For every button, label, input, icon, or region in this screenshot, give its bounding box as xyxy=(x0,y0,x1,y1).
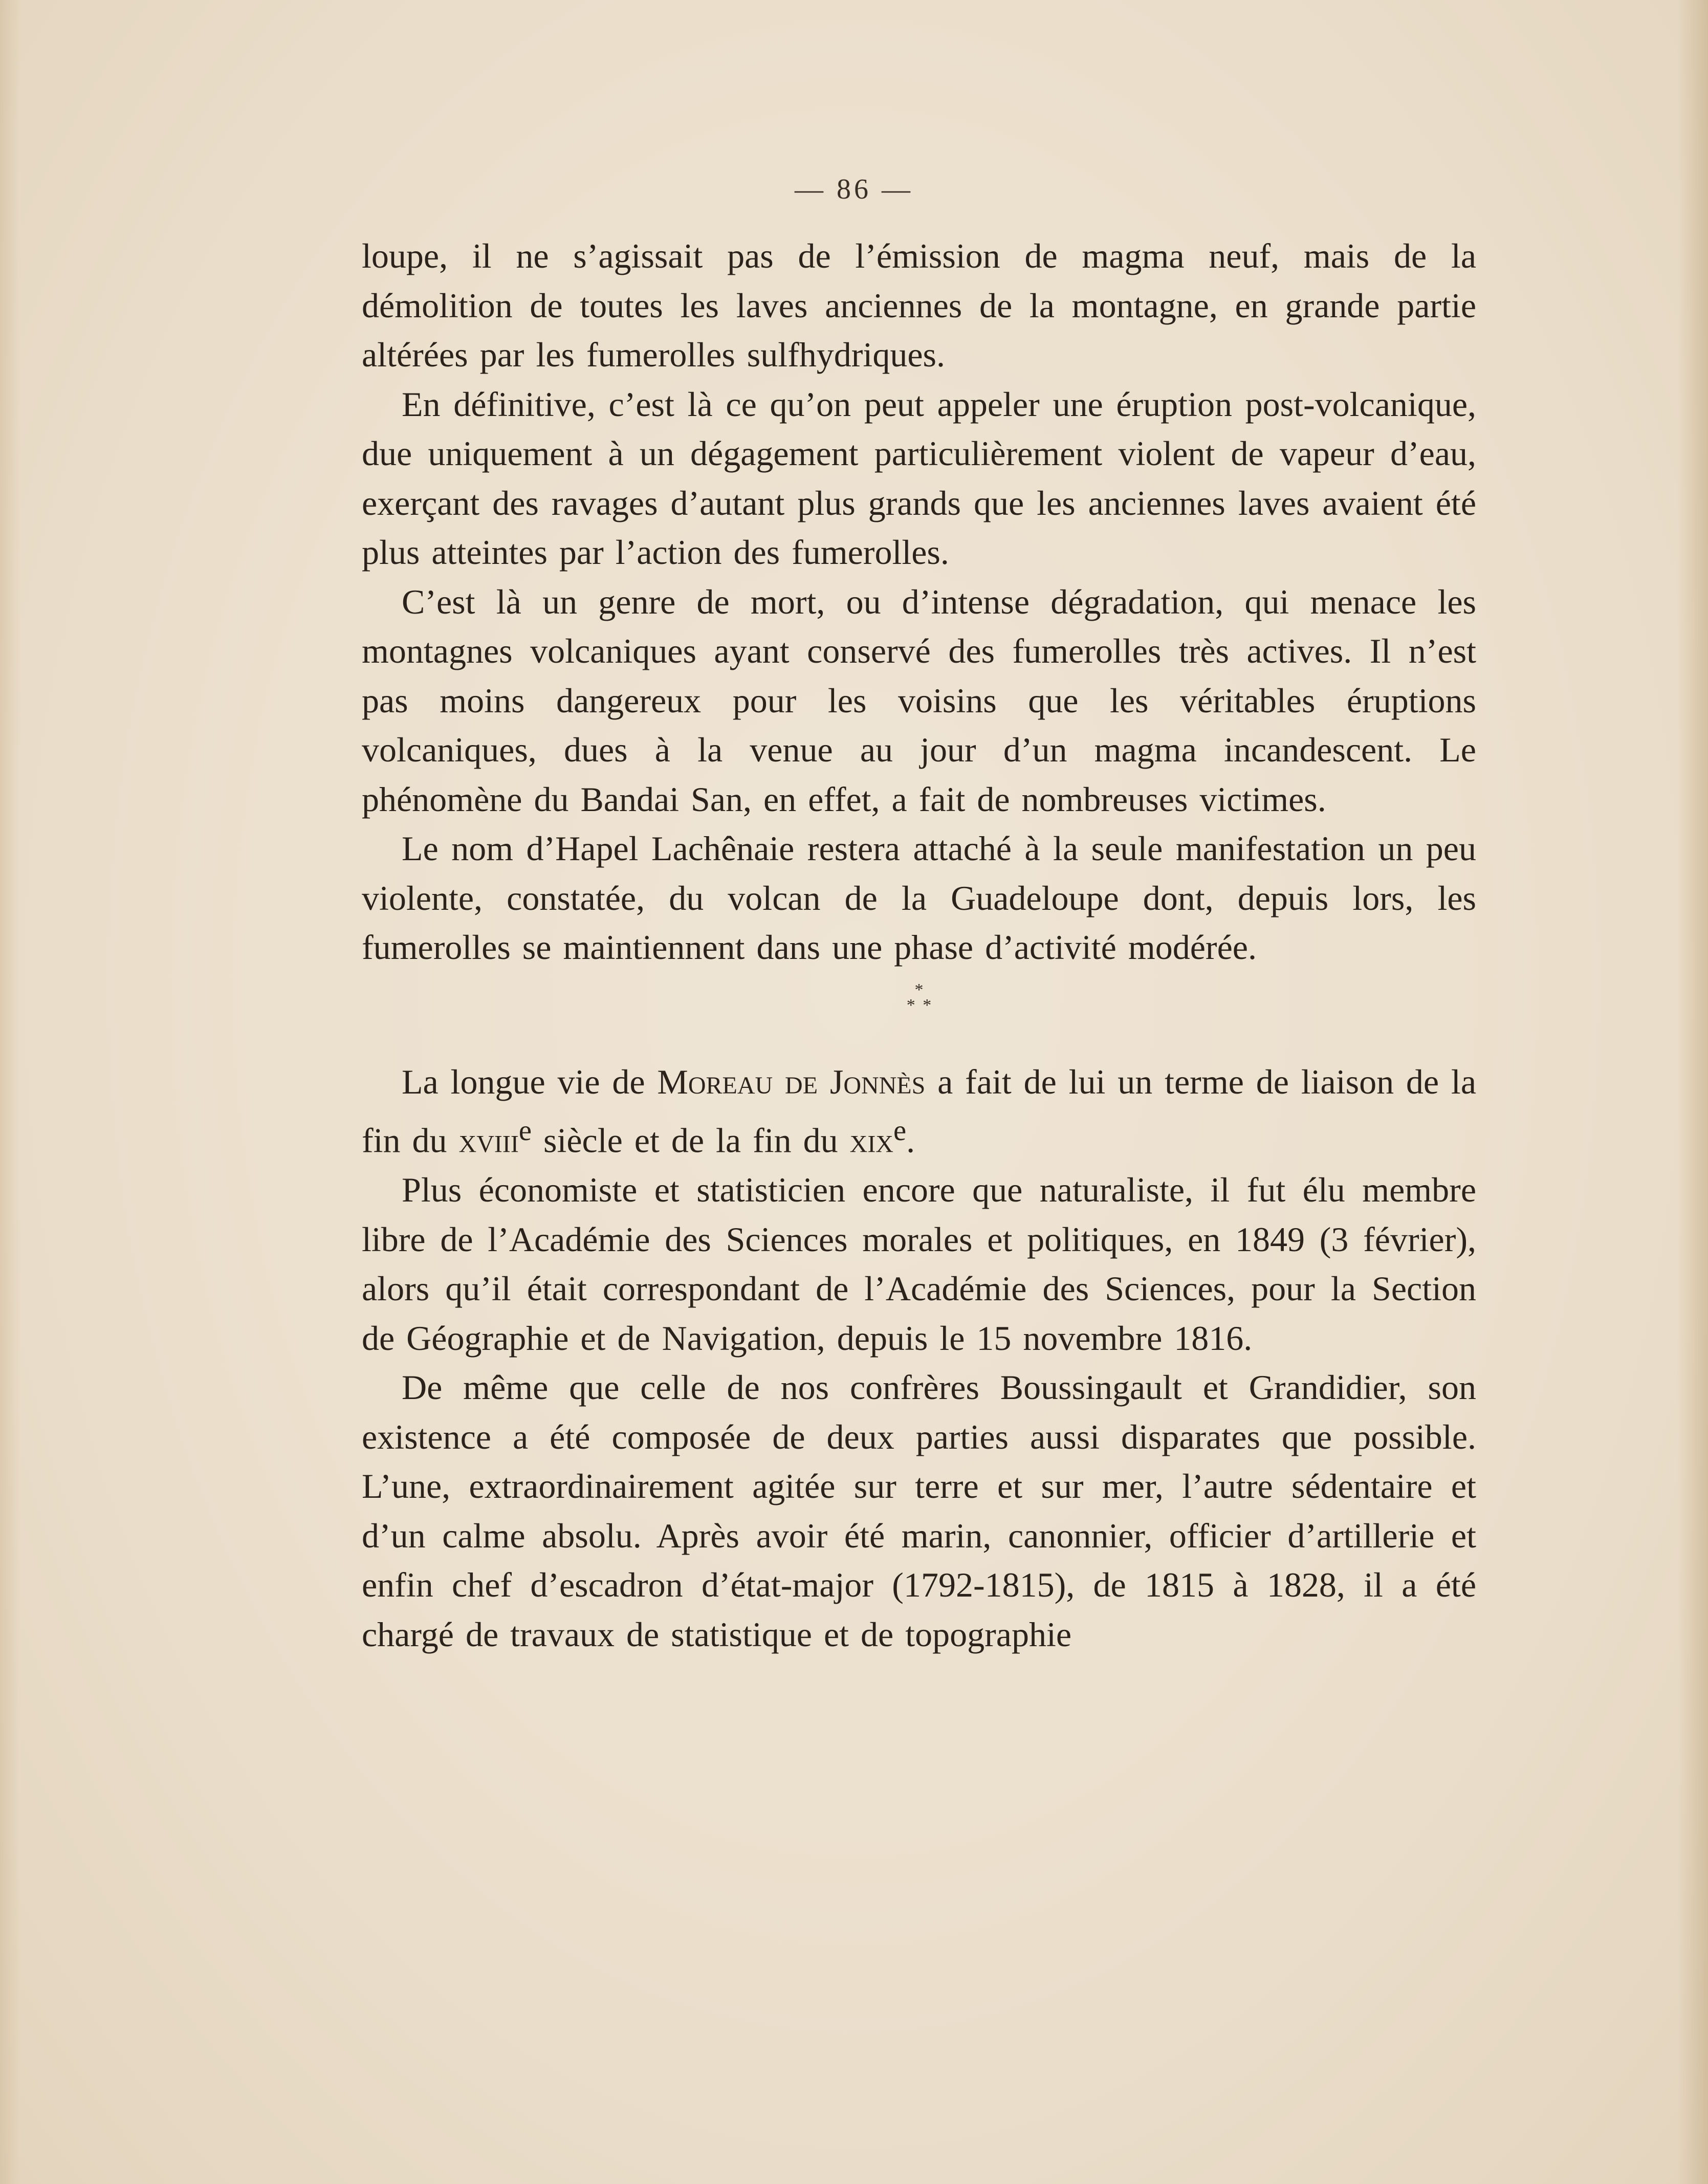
body-text xyxy=(362,231,1476,1659)
asterism-top: * xyxy=(914,980,924,999)
century-19: xix xyxy=(849,1121,893,1160)
page-number: — 86 — xyxy=(795,173,913,205)
author-name: Moreau de Jonnès xyxy=(657,1062,926,1101)
paragraph-6: Plus économiste et statisticien encore que naturaliste, il fut élu membre libre de l’Académie des Sciences morales et politiques, en 1849 (3 février), alors qu’il était correspondant de l’Académie des Sciences, pour la Section de Géographie et de Navigation, depuis le 15 novembre 1816. xyxy=(362,1170,1476,1358)
paragraph-7: De même que celle de nos confrères Boussingault et Grandidier, son existence a été composée de deux parties aussi disparates que possible. L’une, extraordinairement agitée sur terre et sur mer, l’autre sédentaire et d’un calme absolu. Après avoir été marin, canonnier, officier d’artillerie et enfin chef d’escadron d’état-major (1792-1815), de 1815 à 1828, il a été chargé de travaux de statistique et de topographie xyxy=(362,1368,1476,1654)
page-edge-right xyxy=(1677,0,1708,2184)
asterism-bottom: * * xyxy=(906,995,932,1015)
asterism-separator xyxy=(362,982,1476,1013)
p5-mid: a fait de lui un terme de liaison de la fin du xyxy=(362,1062,1476,1160)
paragraph-3: C’est là un genre de mort, ou d’intense dégradation, qui menace les montagnes volcaniques ayant conservé des fumerolles très actives. Il n’est pas moins dangereux pour les voisins que les véritables éruptions volcaniques, dues à la venue au jour d’un magma incandescent. Le phénomène du Bandai San, en effet, a fait de nombreuses victimes. xyxy=(362,582,1476,819)
page-edge-left xyxy=(0,0,20,2184)
p5-start: La longue vie de xyxy=(402,1062,658,1101)
paragraph-2: En définitive, c’est là ce qu’on peut appeler une éruption post-volcanique, due uniquement à un dégagement particulièrement violent de vapeur d’eau, exerçant des ravages d’autant plus grands que les anciennes laves avaient été plus atteintes par l’action des fumerolles. xyxy=(362,384,1476,572)
century-19-sup: e xyxy=(893,1115,907,1147)
century-18: xviii xyxy=(458,1121,519,1160)
paragraph-4: Le nom d’Hapel Lachênaie restera attaché à la seule manifestation un peu violente, constatée, du volcan de la Guadeloupe dont, depuis lors, les fumerolles se maintiennent dans une phase d’activité modérée. xyxy=(362,829,1476,967)
paragraph-5 xyxy=(362,1057,1476,1166)
paragraph-1: loupe, il ne s’agissait pas de l’émission de magma neuf, mais de la démolition de toutes les laves anciennes de la montagne, en grande partie altérées par les fumerolles sulfhydriques. xyxy=(362,236,1476,374)
century-18-sup: e xyxy=(518,1115,532,1147)
p5-end: . xyxy=(906,1121,915,1160)
p5-mid2: siècle et de la fin du xyxy=(531,1121,850,1160)
